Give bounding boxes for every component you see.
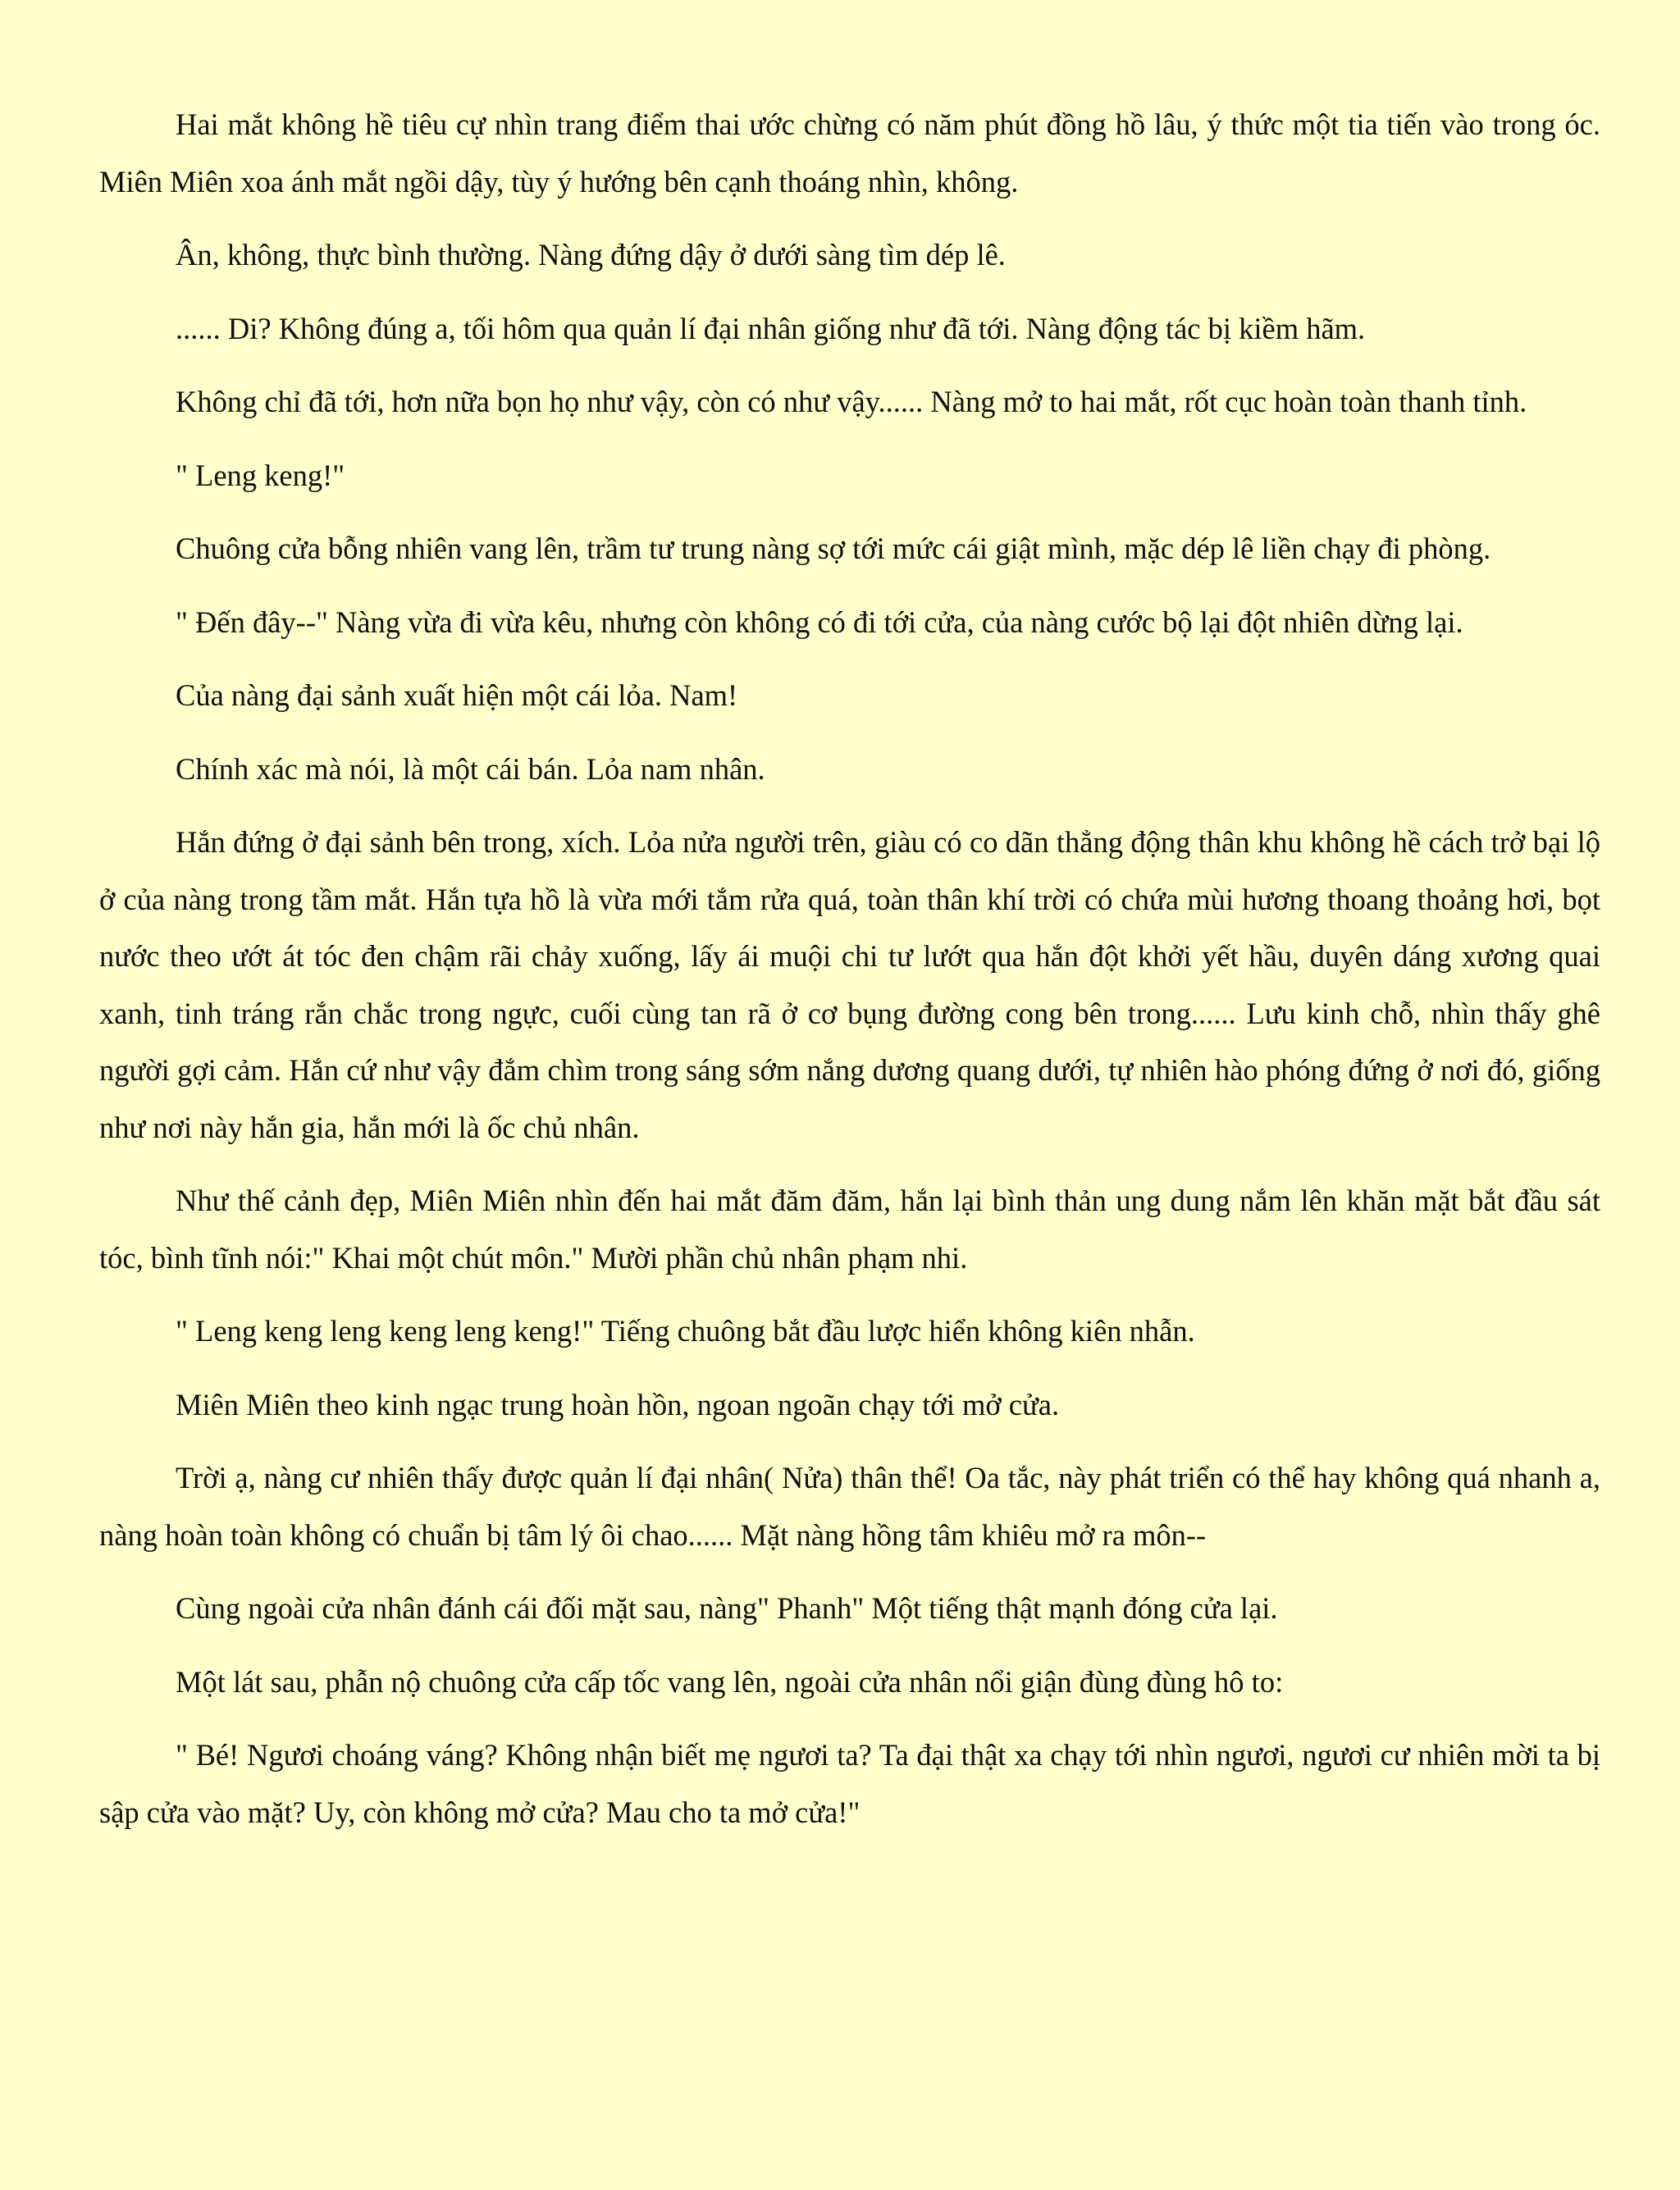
paragraph: " Đến đây--" Nàng vừa đi vừa kêu, nhưng còn không có đi tới cửa, của nàng cước bộ lại đột nhiên dừng lại.	[176, 605, 1463, 639]
document-body	[99, 96, 1600, 1857]
paragraph: Hai mắt không hề tiêu cự nhìn trang điểm thai ước chừng có năm phút đồng hồ lâu, ý thức một tia tiến vào trong óc. Miên Miên xoa ánh mắt ngồi dậy, tùy ý hướng bên cạnh thoáng nhìn, không.	[99, 107, 1600, 198]
paragraph: Không chỉ đã tới, hơn nữa bọn họ như vậy, còn có như vậy...... Nàng mở to hai mắt, rốt cục hoàn toàn thanh tỉnh.	[176, 385, 1527, 418]
paragraph: " Leng keng leng keng leng keng!" Tiếng chuông bắt đầu lược hiển không kiên nhẫn.	[176, 1314, 1195, 1348]
paragraph: Chính xác mà nói, là một cái bán. Lỏa nam nhân.	[176, 751, 765, 786]
paragraph: ...... Di? Không đúng a, tối hôm qua quản lí đại nhân giống như đã tới. Nàng động tác bị kiềm hãm.	[176, 311, 1366, 345]
paragraph: Chuông cửa bỗng nhiên vang lên, trầm tư trung nàng sợ tới mức cái giật mình, mặc dép lê liền chạy đi phòng.	[176, 532, 1491, 565]
paragraph: " Leng keng!"	[176, 458, 345, 492]
paragraph: Cùng ngoài cửa nhân đánh cái đối mặt sau, nàng" Phanh" Một tiếng thật mạnh đóng cửa lại.	[176, 1591, 1278, 1625]
paragraph: Hắn đứng ở đại sảnh bên trong, xích. Lỏa nửa người trên, giàu có co dãn thẳng động thân khu không hề cách trở bại lộ ở của nàng trong tầm mắt. Hắn tựa hồ là vừa mới tắm rửa quá, toàn thân khí trời có chứa mùi hương thoang thoảng hơi, bọt nước theo ướt át tóc đen chậm rãi chảy xuống, lấy ái muội chi tư lướt qua hắn đột khởi yết hầu, duyên dáng xương quai xanh, tinh tráng rắn chắc trong ngực, cuối cùng tan rã ở cơ bụng đường cong bên trong...... Lưu kinh chỗ, nhìn thấy ghê người gợi cảm. Hắn cứ như vậy đắm chìm trong sáng sớm nắng dương quang dưới, tự nhiên hào phóng đứng ở nơi đó, giống như nơi này hắn gia, hắn mới là ốc chủ nhân.	[99, 825, 1600, 1144]
paragraph: Miên Miên theo kinh ngạc trung hoàn hồn, ngoan ngoãn chạy tới mở cửa.	[176, 1387, 1060, 1421]
paragraph: Ân, không, thực bình thường. Nàng đứng dậy ở dưới sàng tìm dép lê.	[176, 238, 1006, 271]
paragraph: " Bé! Ngươi choáng váng? Không nhận biết mẹ ngươi ta? Ta đại thật xa chạy tới nhìn ngươi, ngươi cư nhiên mời ta bị sập cửa vào mặt? Uy, còn không mở cửa? Mau cho ta mở cửa!"	[99, 1738, 1600, 1829]
paragraph: Như thế cảnh đẹp, Miên Miên nhìn đến hai mắt đăm đăm, hắn lại bình thản ung dung nắm lên khăn mặt bắt đầu sát tóc, bình tĩnh nói:" Khai một chút môn." Mười phần chủ nhân phạm nhi.	[99, 1184, 1600, 1275]
paragraph: Trời ạ, nàng cư nhiên thấy được quản lí đại nhân( Nửa) thân thể! Oa tắc, này phát triển có thể hay không quá nhanh a, nàng hoàn toàn không có chuẩn bị tâm lý ôi chao...... Mặt nàng hồng tâm khiêu mở ra môn--	[99, 1461, 1600, 1552]
paragraph: Một lát sau, phẫn nộ chuông cửa cấp tốc vang lên, ngoài cửa nhân nổi giận đùng đùng hô to:	[176, 1664, 1284, 1699]
paragraph: Của nàng đại sảnh xuất hiện một cái lỏa. Nam!	[176, 678, 738, 712]
